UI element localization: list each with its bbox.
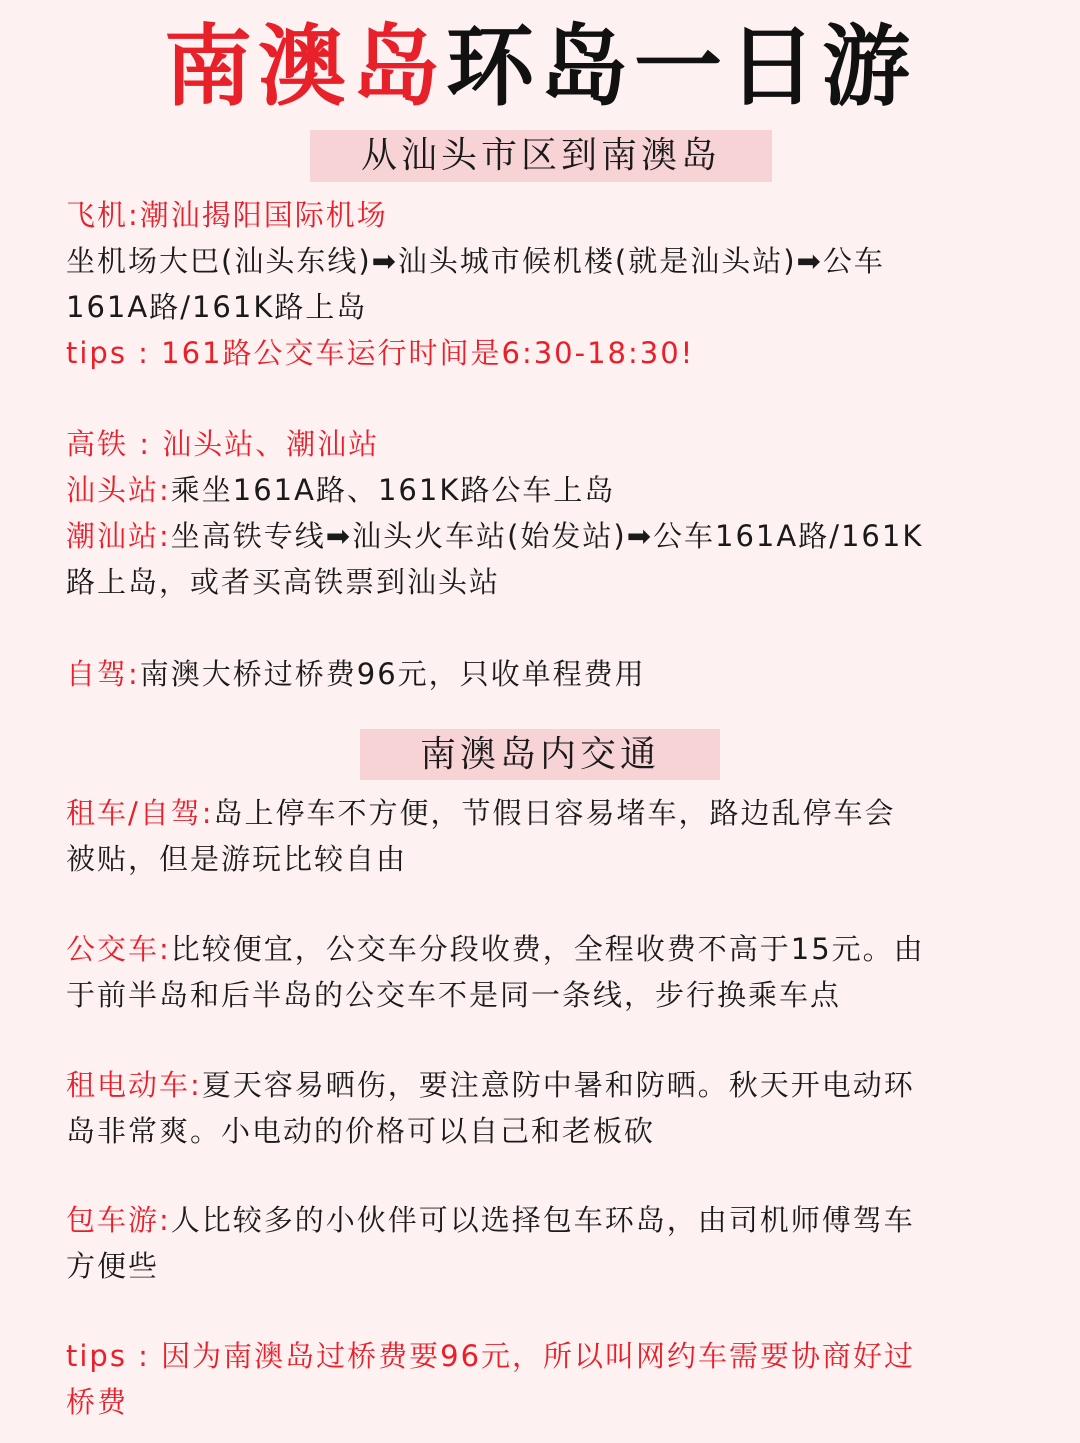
- charter-line2: 方便些: [66, 1249, 160, 1283]
- shantou-station-label: 汕头站:: [66, 473, 171, 507]
- plane-section: [66, 192, 1016, 376]
- tips-section: [66, 1333, 1016, 1425]
- drive-line: [66, 651, 1016, 697]
- plane-route-line2: 161A路/161K路上岛: [66, 290, 368, 324]
- shantou-station-text: 乘坐161A路、161K路公车上岛: [170, 473, 616, 507]
- ebike-label: 租电动车:: [66, 1068, 202, 1102]
- page-title: [0, 12, 1080, 122]
- chaoshan-station-label: 潮汕站:: [66, 519, 171, 553]
- charter-line1: [66, 1197, 1016, 1243]
- plane-route-line1: 坐机场大巴(汕头东线)➡汕头城市候机楼(就是汕头站)➡公车: [66, 244, 885, 278]
- drive-label: 自驾:: [66, 657, 140, 691]
- tips-line1: tips : 因为南澳岛过桥费要96元，所以叫网约车需要协商好过: [66, 1339, 916, 1373]
- chaoshan-station-line2: 路上岛，或者买高铁票到汕头站: [66, 565, 501, 599]
- rent-car-line2: 被贴，但是游玩比较自由: [66, 842, 408, 876]
- drive-section: [66, 651, 1016, 697]
- tips-line2: 桥费: [66, 1385, 129, 1419]
- rent-car-line1: [66, 790, 1016, 836]
- section-header-island-transport: 南澳岛内交通: [360, 729, 720, 780]
- train-section: [66, 421, 1016, 605]
- chaoshan-station-text: 坐高铁专线➡汕头火车站(始发站)➡公车161A路/161K: [170, 519, 924, 553]
- drive-text: 南澳大桥过桥费96元，只收单程费用: [139, 657, 646, 691]
- section-header-to-island: 从汕头市区到南澳岛: [310, 130, 772, 182]
- ebike-line1: [66, 1062, 1016, 1108]
- charter-section: [66, 1197, 1016, 1289]
- title-black-part: 环岛一日游: [446, 15, 917, 118]
- charter-label: 包车游:: [66, 1203, 171, 1237]
- title-red-part: 南澳岛: [163, 15, 446, 118]
- bus-line2: 于前半岛和后半岛的公交车不是同一条线，步行换乘车点: [66, 978, 842, 1012]
- charter-text: 人比较多的小伙伴可以选择包车环岛，由司机师傅驾车: [170, 1203, 915, 1237]
- ebike-line2: 岛非常爽。小电动的价格可以自己和老板砍: [66, 1114, 656, 1148]
- shantou-station-line: [66, 467, 1016, 513]
- bus-label: 公交车:: [66, 932, 171, 966]
- bus-text: 比较便宜，公交车分段收费，全程收费不高于15元。由: [170, 932, 925, 966]
- train-label: 高铁 : 汕头站、潮汕站: [66, 427, 380, 461]
- bus-line1: [66, 926, 1016, 972]
- ebike-section: [66, 1062, 1016, 1154]
- chaoshan-station-line: [66, 513, 1016, 559]
- rent-car-text: 岛上停车不方便，节假日容易堵车，路边乱停车会: [213, 796, 896, 830]
- bus-section: [66, 926, 1016, 1018]
- rent-car-label: 租车/自驾:: [66, 796, 214, 830]
- rent-car-section: [66, 790, 1016, 882]
- ebike-text: 夏天容易晒伤，要注意防中暑和防晒。秋天开电动环: [201, 1068, 915, 1102]
- plane-label: 飞机:潮汕揭阳国际机场: [66, 198, 388, 232]
- plane-tips: tips : 161路公交车运行时间是6:30-18:30!: [66, 336, 695, 370]
